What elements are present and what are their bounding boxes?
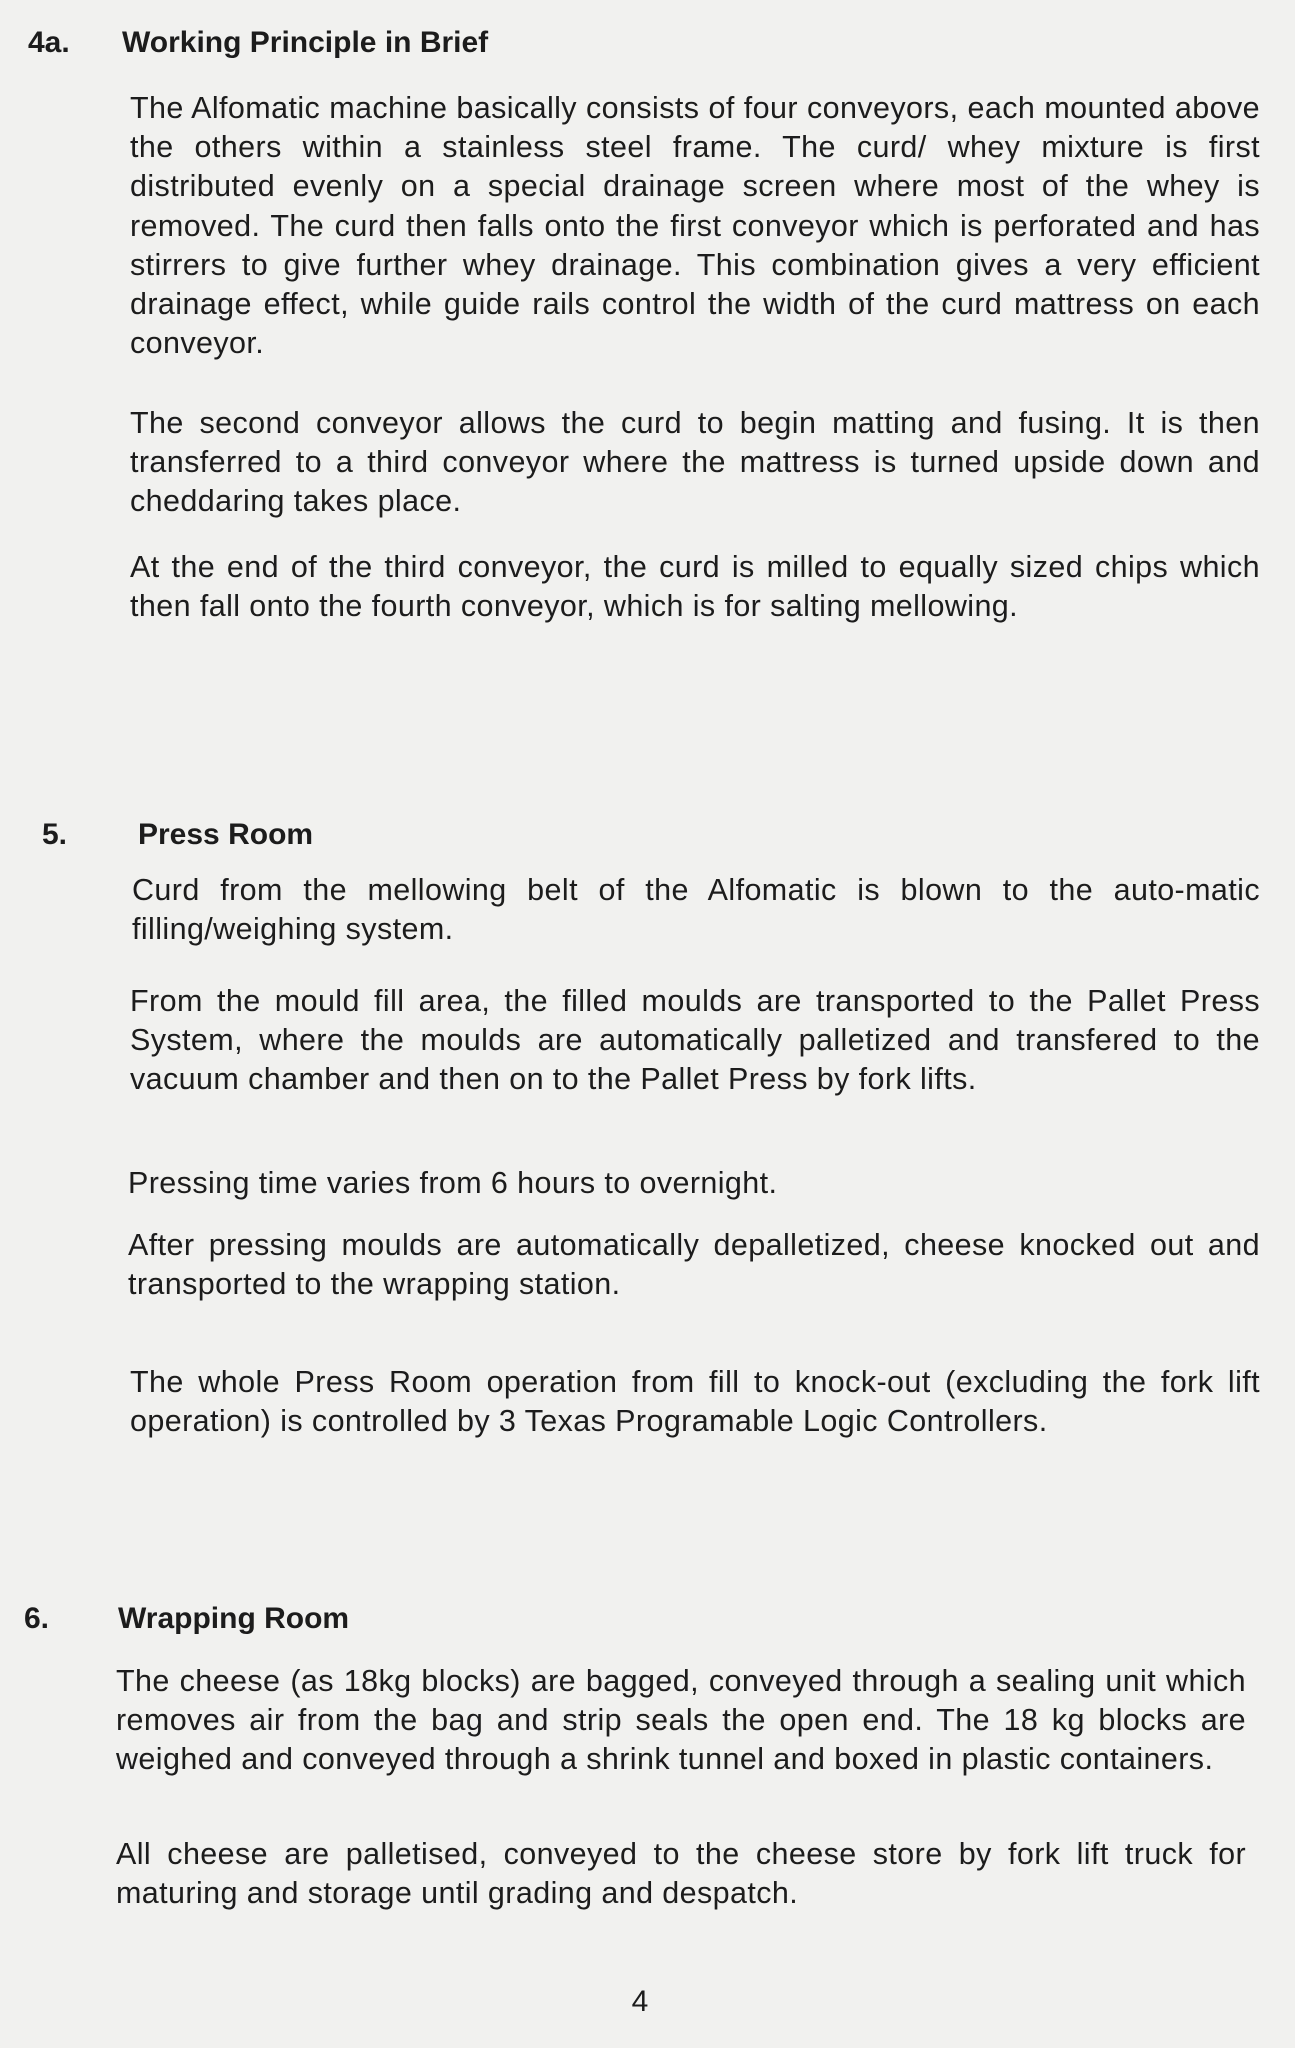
- paragraph: After pressing moulds are automatically depalletized, cheese knocked out and transported to the wrapping station.: [128, 1228, 1260, 1302]
- section-number: 6.: [24, 1602, 50, 1635]
- section-number: 5.: [42, 818, 68, 851]
- paragraph: The second conveyor allows the curd to begin matting and fusing. It is then transferred to a third conveyor where the mattress is turned upside down and cheddaring takes place.: [130, 406, 1260, 519]
- paragraph: The cheese (as 18kg blocks) are bagged, conveyed through a sealing unit which removes air from the bag and strip seals the open end. The 18 kg blocks are weighed and conveyed through a shrink tunnel and boxed in plastic containers.: [116, 1664, 1246, 1777]
- paragraph: The whole Press Room operation from fill to knock-out (excluding the fork lift operation) is controlled by 3 Texas Programable Logic Controllers.: [130, 1365, 1260, 1439]
- page-number: 4: [631, 1985, 649, 2018]
- paragraph: All cheese are palletised, conveyed to the cheese store by fork lift truck for maturing and storage until grading and despatch.: [116, 1837, 1246, 1911]
- section-title: Wrapping Room: [118, 1602, 350, 1635]
- paragraph: Pressing time varies from 6 hours to overnight.: [128, 1166, 778, 1200]
- section-number: 4a.: [28, 26, 70, 59]
- section-title: Working Principle in Brief: [122, 26, 489, 59]
- paragraph: Curd from the mellowing belt of the Alfomatic is blown to the auto-matic filling/weighing system.: [132, 873, 1260, 947]
- paragraph: From the mould fill area, the filled moulds are transported to the Pallet Press System, where the moulds are automatically palletized and transfered to the vacuum chamber and then on to the Pallet Press by fork lifts.: [130, 984, 1260, 1097]
- paragraph: At the end of the third conveyor, the curd is milled to equally sized chips which then fall onto the fourth conveyor, which is for salting mellowing.: [130, 550, 1260, 624]
- section-title: Press Room: [138, 818, 314, 851]
- paragraph: The Alfomatic machine basically consists of four conveyors, each mounted above the others within a stainless steel frame. The curd/ whey mixture is first distributed evenly on a special drainage screen where most of the whey is removed. The curd then falls onto the first conveyor which is perforated and has stirrers to give further whey drainage. This combination gives a very efficient drainage effect, while guide rails control the width of the curd mattress on each conveyor.: [130, 91, 1260, 361]
